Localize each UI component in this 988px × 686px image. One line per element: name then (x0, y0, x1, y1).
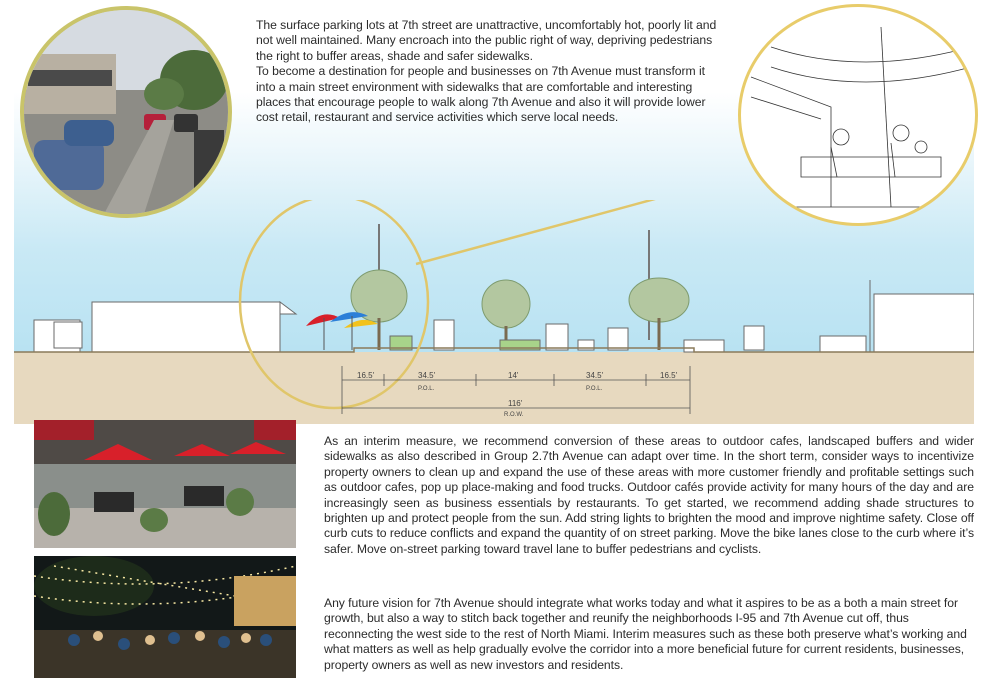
intro-text (256, 18, 718, 126)
right-building (870, 280, 974, 352)
vehicles (390, 320, 866, 352)
left-building (34, 302, 296, 352)
interim-paragraph: As an interim measure, we recommend conversion of these areas to outdoor cafes, landscaped buffers and wider sidewalks as also described in Group 2.7th Avenue can adapt over time. In the short term, consider ways to incentivize property owners to clean up and expand the use of these areas with more customer friendly and profitable settings such as outdoor cafes, pop up place-making and food trucks. Outdoor cafés provide activity for many hours of the day and are increasingly seen as business essentials by restaurants. To get started, we recommend adding shade structures to brighten up and protect people from the sun. Add string lights to brighten the mood and improve nightime safety. Close off curb cuts to reduce conflicts and expand the quantity of on street parking. Move the bike lanes close to the curb where it’s safer. Move on-street parking toward travel lane to buffer pedestrians and cyclists. (324, 434, 974, 556)
string-lights-photo (34, 556, 296, 678)
dim-total: 116' (508, 399, 523, 408)
cafe-sketch (738, 4, 978, 226)
dim-parking-right-sub: P.O.L. (586, 386, 603, 392)
parking-lot-photo (20, 6, 232, 218)
dim-parking-left-sub: P.O.L. (418, 386, 435, 392)
dim-sidewalk-left: 16.5' (357, 371, 375, 380)
street-section-drawing (14, 200, 974, 426)
dim-parking-right: 34.5' (586, 371, 604, 380)
dim-sidewalk-right: 16.5' (660, 371, 678, 380)
dim-total-sub: R.O.W. (504, 412, 524, 418)
intro-paragraph-1: The surface parking lots at 7th street are unattractive, uncomfortably hot, poorly lit and not well maintained. Many encroach into the public right of way, depriving pedestrians the right to buffer areas, shade and safer sidewalks. (256, 18, 717, 63)
future-vision-paragraph: Any future vision for 7th Avenue should integrate what works today and what it aspires to be as a both a main street for growth, but also a way to stitch back together and reunify the neighborhoods I-95 and 7th Avenue cut off, thus reconnecting the west side to the rest of North Miami. Interim measures such as these both preserve what’s working and what matters as well as help gradually evolve the corridor into a more beneficial future for current residents, businesses, property owners as well as new investors and residents. (324, 596, 967, 672)
dim-median: 14' (508, 371, 519, 380)
dim-parking-left: 34.5' (418, 371, 436, 380)
intro-paragraph-2: To become a destination for people and businesses on 7th Avenue must transform it into a main street environment with sidewalks that are comfortable and interesting places that encourage people to walk along 7th Avenue and also it will provide lower cost retail, restaurant and service activities which serve local needs. (256, 64, 706, 125)
callout-line (416, 200, 754, 264)
outdoor-cafe-photo (34, 420, 296, 548)
future-vision-text (324, 596, 974, 673)
interim-measures-text (324, 434, 974, 557)
